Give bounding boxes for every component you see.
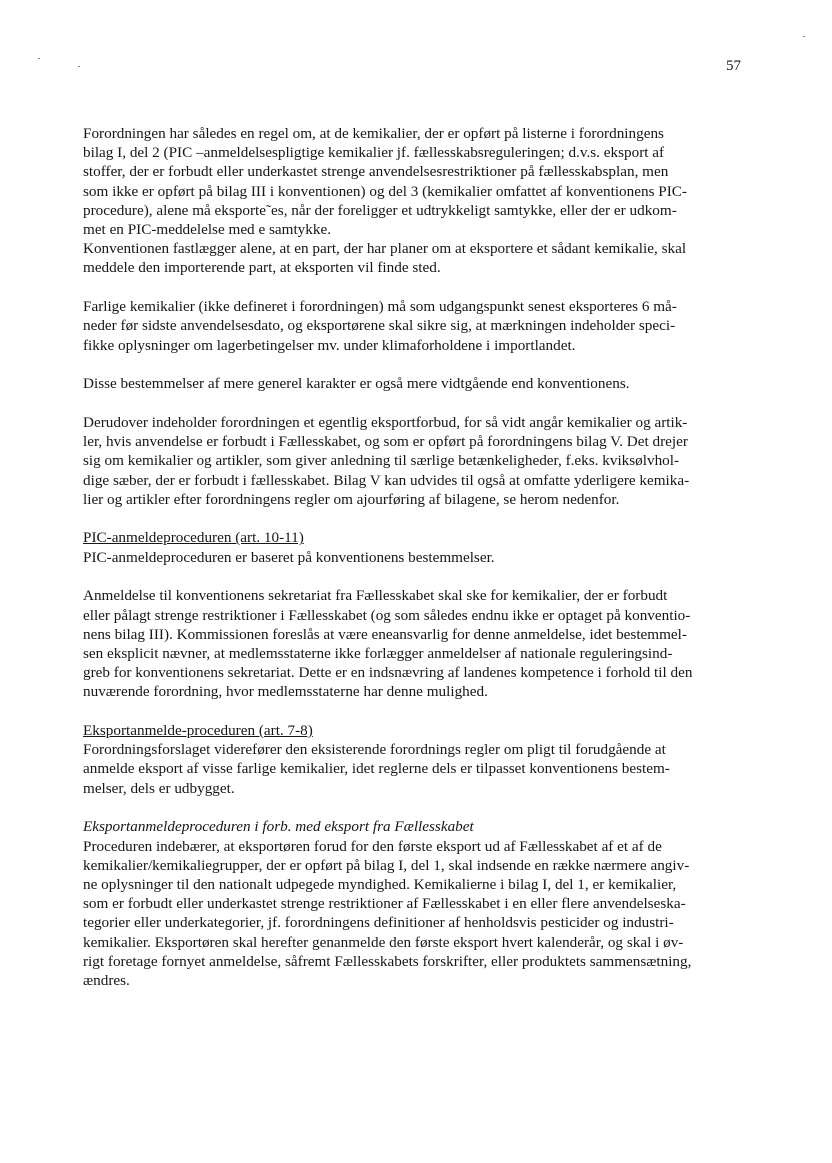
text-line: rigt foretage fornyet anmeldelse, såfremt Fællesskabets forskrifter, eller produktets sammensætning,	[83, 952, 692, 970]
text-line: sen eksplicit nævner, at medlemsstaterne ikke forlægger anmeldelser af nationale reguleringsind-	[83, 644, 673, 662]
text-line: Derudover indeholder forordningen et egentlig eksportforbud, for så vidt angår kemikalier og artik-	[83, 413, 688, 431]
text-line: tegorier eller underkategorier, jf. forordningens definitioner af henholdsvis pesticider og industri-	[83, 914, 674, 932]
subsection-heading: Eksportanmeldeproceduren i forb. med eksport fra Fællesskabet	[83, 818, 474, 836]
paragraph	[83, 586, 755, 701]
text-line: eller pålagt strenge restriktioner i Fællesskabet (og som således endnu ikke er optaget på konventio-	[83, 606, 691, 624]
text-line: Anmeldelse til konventionens sekretariat fra Fællesskabet skal ske for kemikalier, der er forbudt	[83, 587, 668, 605]
scan-speck	[78, 66, 80, 67]
text-line: dige sæber, der er forbudt i fællesskabet. Bilag V kan udvides til også at omfatte yderligere kemika-	[83, 471, 690, 489]
text-line: Farlige kemikalier (ikke defineret i forordningen) må som udgangspunkt senest eksporteres 6 må-	[83, 298, 677, 316]
text-line: Proceduren indebærer, at eksportøren forud for den første eksport ud af Fællesskabet af et af de	[83, 837, 662, 855]
text-line: fikke oplysninger om lagerbetingelser mv. under klimaforholdene i importlandet.	[83, 336, 576, 354]
section-pic-procedure	[83, 528, 755, 566]
text-line: som ikke er opført på bilag III i konventionen) og del 3 (kemikalier omfattet af konventionens PIC-	[83, 182, 687, 200]
text-line: lier og artikler efter forordningens regler om ajourføring af bilagene, se herom nedenfor.	[83, 490, 620, 508]
page-number: 57	[726, 58, 741, 74]
paragraph	[83, 297, 755, 355]
text-line: PIC-anmeldeproceduren er baseret på konventionens bestemmelser.	[83, 548, 495, 566]
section-export-from-community	[83, 817, 755, 990]
text-line: som er forbudt eller underkastet strenge restriktioner af Fællesskabet i en eller flere anvendelseska-	[83, 895, 686, 913]
document-body	[83, 124, 755, 1010]
text-line: stoffer, der er forbudt eller underkastet strenge anvendelsesrestriktioner på fællesskabsplan, men	[83, 163, 669, 181]
text-line: nens bilag III). Kommissionen foreslås at være eneansvarlig for denne anmeldelse, idet bestemmel-	[83, 625, 687, 643]
text-line: nuværende forordning, hvor medlemsstaterne har denne mulighed.	[83, 683, 488, 701]
paragraph	[83, 124, 755, 278]
text-line: kemikalier/kemikaliegrupper, der er opført på bilag I, del 1, skal indsende en række nærmere angiv-	[83, 856, 690, 874]
text-line: melser, dels er udbygget.	[83, 779, 235, 797]
scan-speck	[38, 58, 40, 59]
paragraph	[83, 413, 755, 509]
text-line: meddele den importerende part, at eksporten vil finde sted.	[83, 259, 441, 277]
text-line: neder før sidste anvendelsesdato, og eksportørene skal sikre sig, at mærkningen indeholder speci-	[83, 317, 676, 335]
text-line: anmelde eksport af visse farlige kemikalier, idet reglerne dels er tilpasset konventionens bestem-	[83, 760, 670, 778]
text-line: Forordningsforslaget viderefører den eksisterende forordnings regler om pligt til forudgående at	[83, 741, 666, 759]
text-line: ændres.	[83, 972, 130, 990]
scan-speck	[803, 36, 805, 37]
text-line: Disse bestemmelser af mere generel karakter er også mere vidtgående end konventionens.	[83, 375, 630, 393]
text-line: met en PIC-meddelelse med e samtykke.	[83, 221, 331, 239]
text-line: ne oplysninger til den nationalt udpegede myndighed. Kemikalierne i bilag I, del 1, er kemikalier,	[83, 876, 677, 893]
text-line: Konventionen fastlægger alene, at en part, der har planer om at eksportere et sådant kemikalie, skal	[83, 240, 687, 258]
text-line: bilag I, del 2 (PIC –anmeldelsespligtige kemikalier jf. fællesskabsreguleringen; d.v.s. eksport af	[83, 144, 665, 162]
text-line: sig om kemikalier og artikler, som giver anledning til særlige betænkeligheder, f.eks. kviksølvhol-	[83, 452, 680, 470]
paragraph	[83, 374, 755, 393]
text-line: ler, hvis anvendelse er forbudt i Fællesskabet, og som er opført på forordningens bilag V. Det drejer	[83, 433, 688, 451]
text-line: Forordningen har således en regel om, at de kemikalier, der er opført på listerne i forordningens	[83, 125, 664, 142]
section-export-notification	[83, 721, 755, 798]
text-line: greb for konventionens sekretariat. Dette er en indsnævring af landenes kompetence i forhold til den	[83, 664, 693, 682]
text-line: kemikalier. Eksportøren skal herefter genanmelde den første eksport hvert kalenderår, og skal i øv-	[83, 933, 684, 951]
text-line: procedure), alene må eksporte˜es, når der foreligger et udtrykkeligt samtykke, eller der er udkom-	[83, 201, 677, 219]
section-heading: PIC-anmeldeproceduren (art. 10-11)	[83, 529, 304, 547]
section-heading: Eksportanmelde-proceduren (art. 7-8)	[83, 722, 313, 740]
